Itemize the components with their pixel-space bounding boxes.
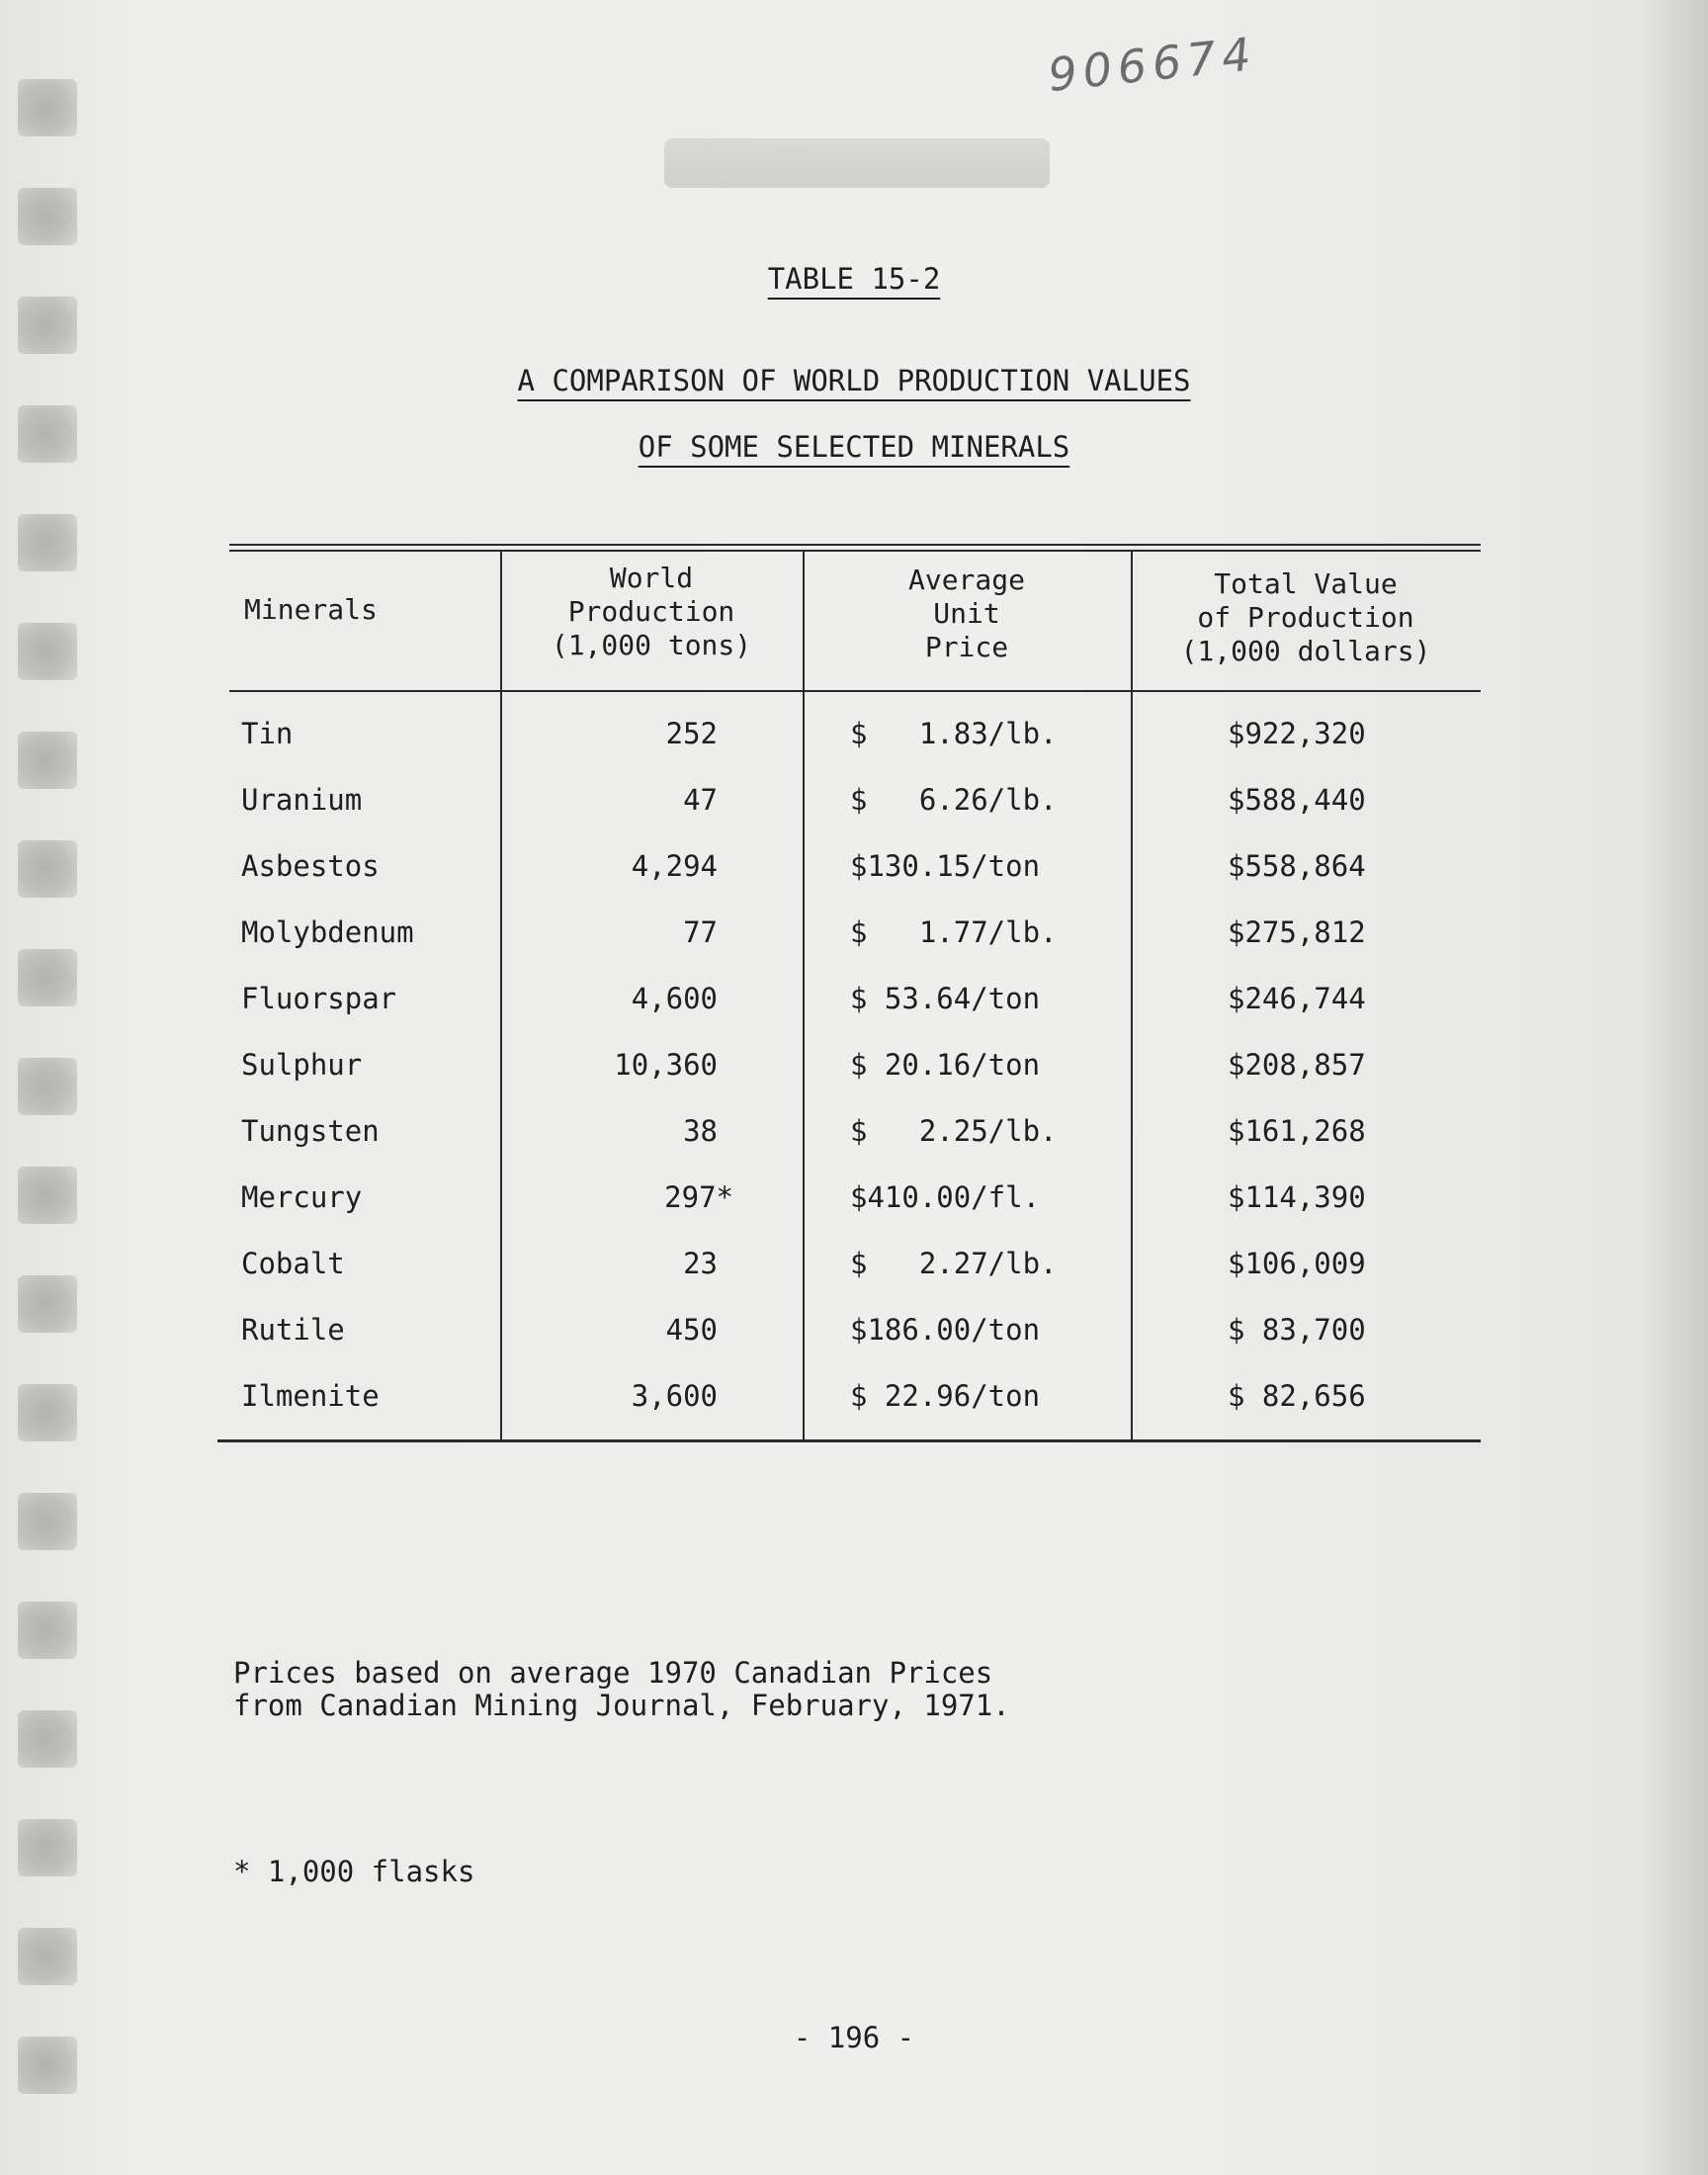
header-total bbox=[1131, 567, 1481, 668]
cell-mineral: Cobalt bbox=[241, 1247, 345, 1280]
cell-mineral: Tungsten bbox=[241, 1114, 380, 1148]
price-source-note bbox=[233, 1657, 1010, 1722]
table-row bbox=[229, 915, 1481, 982]
header-production-line: (1,000 tons) bbox=[551, 629, 752, 661]
binding-hole bbox=[18, 188, 77, 245]
cell-total: $246,744 bbox=[1228, 982, 1366, 1015]
cell-total: $208,857 bbox=[1228, 1048, 1366, 1082]
table-row bbox=[229, 1114, 1481, 1180]
cell-price: $ 53.64/ton bbox=[850, 982, 1041, 1015]
table-row bbox=[229, 1313, 1481, 1379]
cell-production: 450 bbox=[665, 1313, 718, 1347]
redaction-smudge bbox=[664, 138, 1050, 188]
table-title-wrap bbox=[0, 262, 1708, 296]
header-production-line: World bbox=[609, 562, 694, 594]
header-total-line: of Production bbox=[1197, 601, 1414, 634]
cell-total: $922,320 bbox=[1228, 717, 1366, 750]
cell-total: $275,812 bbox=[1228, 915, 1366, 949]
binding-hole bbox=[18, 1167, 77, 1224]
cell-price: $186.00/ton bbox=[850, 1313, 1041, 1347]
cell-production: 252 bbox=[665, 717, 718, 750]
cell-total: $106,009 bbox=[1228, 1247, 1366, 1280]
cell-production: 4,294 bbox=[631, 849, 718, 883]
cell-mineral: Tin bbox=[241, 717, 294, 750]
cell-total: $161,268 bbox=[1228, 1114, 1366, 1148]
cell-production: 38 bbox=[683, 1114, 718, 1148]
binding-hole bbox=[18, 732, 77, 789]
cell-production: 77 bbox=[683, 915, 718, 949]
binding-hole bbox=[18, 79, 77, 136]
cell-production: 3,600 bbox=[631, 1379, 718, 1413]
header-minerals: Minerals bbox=[244, 593, 378, 626]
cell-mineral: Fluorspar bbox=[241, 982, 397, 1015]
binding-hole bbox=[18, 1928, 77, 1985]
cell-price: $410.00/fl. bbox=[850, 1180, 1041, 1214]
cell-price: $ 1.77/lb. bbox=[850, 915, 1058, 949]
table-row bbox=[229, 982, 1481, 1048]
table-top-rule-double bbox=[229, 550, 1481, 552]
binding-hole bbox=[18, 949, 77, 1006]
binding-hole bbox=[18, 1275, 77, 1333]
header-total-line: Total Value bbox=[1214, 567, 1398, 600]
cell-mineral: Molybdenum bbox=[241, 915, 414, 949]
cell-mineral: Uranium bbox=[241, 783, 363, 817]
binding-hole bbox=[18, 1819, 77, 1876]
cell-mineral: Mercury bbox=[241, 1180, 363, 1214]
cell-price: $ 2.25/lb. bbox=[850, 1114, 1058, 1148]
cell-total: $114,390 bbox=[1228, 1180, 1366, 1214]
binding-hole bbox=[18, 1493, 77, 1550]
cell-production: 4,600 bbox=[631, 982, 718, 1015]
header-price bbox=[803, 564, 1131, 664]
cell-mineral: Ilmenite bbox=[241, 1379, 380, 1413]
cell-mineral: Asbestos bbox=[241, 849, 380, 883]
table-row bbox=[229, 1379, 1481, 1445]
page-number: - 196 - bbox=[793, 2021, 915, 2054]
note-line: Prices based on average 1970 Canadian Prices bbox=[233, 1656, 993, 1690]
handwritten-doc-number: 906674 bbox=[1045, 27, 1259, 102]
cell-total: $ 82,656 bbox=[1228, 1379, 1366, 1413]
cell-total: $588,440 bbox=[1228, 783, 1366, 817]
cell-price: $ 20.16/ton bbox=[850, 1048, 1041, 1082]
binding-hole bbox=[18, 1710, 77, 1768]
caption-line-2-wrap bbox=[0, 430, 1708, 464]
footnote: * 1,000 flasks bbox=[233, 1855, 475, 1888]
header-rule bbox=[229, 690, 1481, 692]
binding-hole bbox=[18, 297, 77, 354]
table-row bbox=[229, 1180, 1481, 1247]
table-row bbox=[229, 717, 1481, 783]
cell-price: $ 6.26/lb. bbox=[850, 783, 1058, 817]
header-production bbox=[500, 562, 803, 662]
cell-production: 23 bbox=[683, 1247, 718, 1280]
cell-production: 10,360 bbox=[614, 1048, 718, 1082]
cell-total: $558,864 bbox=[1228, 849, 1366, 883]
header-price-line: Price bbox=[924, 631, 1009, 663]
cell-mineral: Rutile bbox=[241, 1313, 345, 1347]
minerals-table bbox=[229, 544, 1481, 1453]
caption-line-2: OF SOME SELECTED MINERALS bbox=[638, 430, 1070, 464]
table-row bbox=[229, 1048, 1481, 1114]
caption-line-1-wrap bbox=[0, 364, 1708, 397]
cell-price: $130.15/ton bbox=[850, 849, 1041, 883]
cell-mineral: Sulphur bbox=[241, 1048, 363, 1082]
cell-production: 47 bbox=[683, 783, 718, 817]
binding-hole bbox=[18, 623, 77, 680]
table-row bbox=[229, 783, 1481, 849]
table-title: TABLE 15-2 bbox=[767, 262, 941, 296]
table-body bbox=[229, 717, 1481, 1445]
cell-total: $ 83,700 bbox=[1228, 1313, 1366, 1347]
binding-hole bbox=[18, 1384, 77, 1441]
cell-price: $ 22.96/ton bbox=[850, 1379, 1041, 1413]
header-total-line: (1,000 dollars) bbox=[1180, 635, 1431, 667]
table-row bbox=[229, 849, 1481, 915]
cell-price: $ 2.27/lb. bbox=[850, 1247, 1058, 1280]
header-price-line: Unit bbox=[933, 597, 1000, 630]
binding-hole bbox=[18, 1602, 77, 1659]
binding-hole bbox=[18, 840, 77, 898]
header-production-line: Production bbox=[567, 595, 735, 628]
binding-hole bbox=[18, 1058, 77, 1115]
cell-production: 297* bbox=[664, 1180, 733, 1214]
cell-price: $ 1.83/lb. bbox=[850, 717, 1058, 750]
binding-hole bbox=[18, 514, 77, 571]
table-row bbox=[229, 1247, 1481, 1313]
note-line: from Canadian Mining Journal, February, 1971. bbox=[233, 1689, 1010, 1722]
caption-line-1: A COMPARISON OF WORLD PRODUCTION VALUES bbox=[517, 364, 1191, 397]
table-top-rule bbox=[229, 544, 1481, 546]
header-price-line: Average bbox=[907, 564, 1025, 596]
